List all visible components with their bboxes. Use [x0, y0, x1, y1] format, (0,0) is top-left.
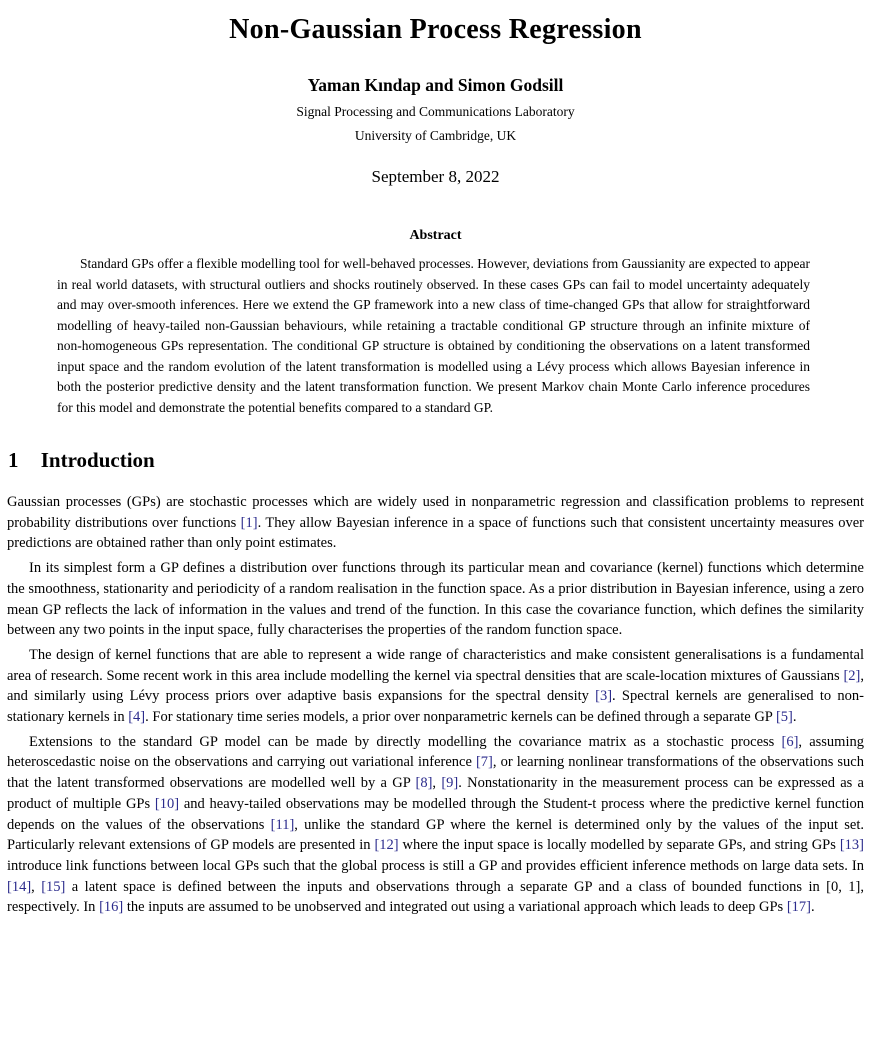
paper-date: September 8, 2022 [371, 167, 500, 186]
citation-link[interactable]: [12] [374, 837, 399, 854]
citation-link[interactable]: [14] [7, 878, 32, 895]
citation-link[interactable]: [16] [99, 899, 124, 916]
paper-title: Non-Gaussian Process Regression [229, 14, 642, 45]
affiliation-line-1: Signal Processing and Communications Laboratory [296, 104, 575, 119]
abstract-section [7, 228, 864, 418]
citation-link[interactable]: [7] [475, 754, 493, 771]
intro-paragraph-4: Extensions to the standard GP model can be made by directly modelling the covariance matrix as a stochastic process [6], assuming heteroscedastic noise on the observations and carrying out variational inference [7], or learning nonlinear transformations of the observations such that the latent transformed observations are modelled well by a GP [8], [9]. Nonstationarity in the measurement process can be expressed as a product of multiple GPs [10] and heavy-tailed observations may be modelled through the Student-t process where the predictive kernel function depends on the values of the observations [11], unlike the standard GP where the kernel is determined only by the values of the input set. Particularly relevant extensions of GP models are presented in [12] where the input space is locally modelled by separate GPs, and string GPs [13] introduce link functions between local GPs such that the global process is still a GP and provides efficient inference methods on large data sets. In [14], [15] a latent space is defined between the inputs and observations through a separate GP and a class of bounded functions in [0, 1], respectively. In [16] the inputs are assumed to be unobserved and integrated out using a variational approach which leads to deep GPs [17]. [7, 733, 865, 916]
citation-link[interactable]: [10] [154, 795, 180, 812]
intro-paragraph-3: The design of kernel functions that are able to represent a wide range of characteristics and make consistent generalisations is a fundamental area of research. Some recent work in this area include modelling the kernel via spectral densities that are scale-location mixtures of Gaussians [2], and similarly using Lévy process priors over adaptive basis expansions for the spectral density [3]. Spectral kernels are generalised to non-stationary kernels in [4]. For stationary time series models, a prior over nonparametric kernels can be defined through a separate GP [5]. [7, 646, 864, 726]
intro-paragraph-2: In its simplest form a GP defines a distribution over functions through its particular mean and covariance (kernel) functions which determine the smoothness, stationarity and periodicity of a random realisation in the function space. As a prior distribution in Bayesian inference, using a zero mean GP reflects the lack of information in the values and trend of the function. In this case the covariance function, which defines the similarity between any two points in the input space, fully characterises the properties of the random function space. [7, 560, 864, 639]
citation-link[interactable]: [6] [781, 733, 799, 750]
paper-authors: Yaman Kındap and Simon Godsill [307, 75, 564, 95]
intro-paragraph-1: Gaussian processes (GPs) are stochastic processes which are widely used in nonparametric regression and classification problems to represent probability distributions over functions [1]. They allow Bayesian inference in a space of functions such that consistent uncertainty measures over predictions are obtained rather than only point estimates. [7, 494, 864, 552]
citation-link[interactable]: [3] [595, 688, 613, 705]
citation-link[interactable]: [15] [41, 878, 66, 895]
citation-link[interactable]: [9] [441, 775, 459, 792]
citation-link[interactable]: [4] [128, 709, 146, 726]
abstract-text: Standard GPs offer a flexible modelling tool for well-behaved processes. However, deviations from Gaussianity are expected to appear in real world datasets, with structural outliers and shocks routinely observed. In these cases GPs can fail to model uncertainty adequately and may over-smooth inferences. Here we extend the GP framework into a new class of time-changed GPs that allow for straightforward modelling of heavy-tailed non-Gaussian behaviours, while retaining a tractable conditional GP structure through an infinite mixture of non-homogeneous GPs representation. The conditional GP structure is obtained by conditioning the observations on a latent transformed input space and the random evolution of the latent transformation is modelled using a Lévy process which allows Bayesian inference in both the posterior predictive density and the latent transformation function. We present Markov chain Monte Carlo inference procedures for this model and demonstrate the potential benefits compared to a standard GP. [57, 256, 810, 415]
section-title: Introduction [40, 448, 155, 472]
citation-link[interactable]: [2] [843, 667, 861, 684]
citation-link[interactable]: [13] [839, 837, 864, 854]
citation-link[interactable]: [17] [786, 899, 812, 916]
section-heading-introduction [8, 448, 864, 473]
citation-link[interactable]: [5] [775, 709, 793, 726]
abstract-heading: Abstract [409, 228, 462, 243]
affiliation-line-2: University of Cambridge, UK [354, 128, 517, 143]
citation-link[interactable]: [8] [415, 775, 433, 792]
section-number: 1 [8, 448, 19, 472]
citation-link[interactable]: [11] [270, 816, 295, 833]
citation-link[interactable]: [1] [240, 514, 258, 531]
